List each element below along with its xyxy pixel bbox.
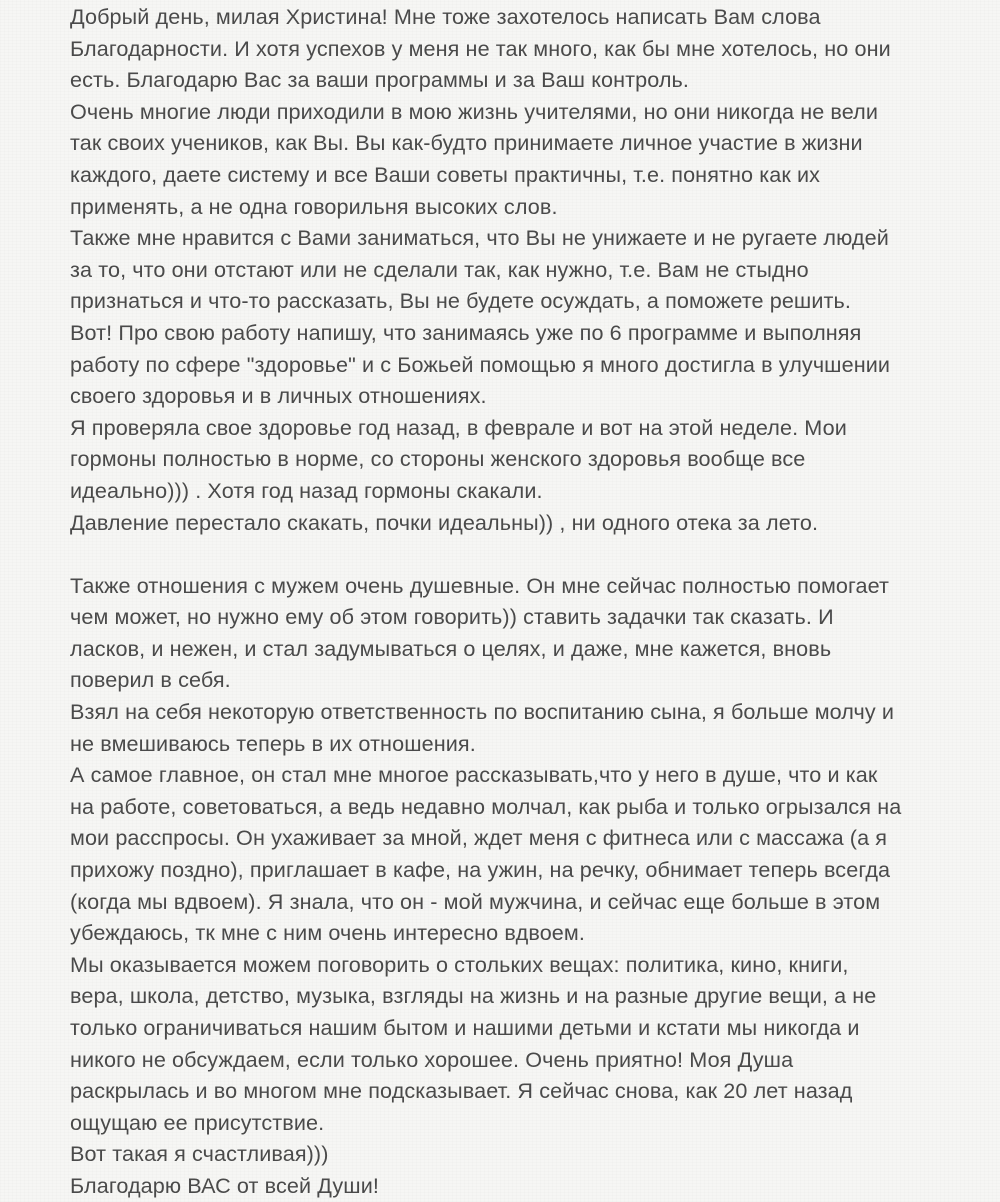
- text-line: Благодарности. И хотя успехов у меня не так много, как бы мне хотелось, но они: [70, 35, 891, 61]
- text-line: Очень многие люди приходили в мою жизнь учителями, но они никогда не вели: [70, 98, 879, 124]
- text-line: раскрылась и во многом мне подсказывает. Я сейчас снова, как 20 лет назад: [70, 1078, 853, 1104]
- text-line: своего здоровья и в личных отношениях.: [70, 383, 487, 409]
- text-line: не вмешиваюсь теперь в их отношения.: [70, 730, 476, 756]
- text-line: Также отношения с мужем очень душевные. Он мне сейчас полностью помогает: [70, 572, 890, 598]
- text-line: ласков, и нежен, и стал задумываться о целях, и даже, мне кажется, вновь: [70, 635, 832, 661]
- text-line: (когда мы вдвоем). Я знала, что он - мой мужчина, и сейчас еще больше в этом: [70, 888, 881, 914]
- text-line: убеждаюсь, тк мне с ним очень интересно вдвоем.: [70, 920, 585, 946]
- text-line: каждого, даете систему и все Ваши советы практичны, т.е. понятно как их: [70, 161, 821, 187]
- text-line: Также мне нравится с Вами заниматься, что Вы не унижаете и не ругаете людей: [70, 225, 889, 251]
- text-line: так своих учеников, как Вы. Вы как-будто принимаете личное участие в жизни: [70, 130, 863, 156]
- text-line: только ограничиваться нашим бытом и нашими детьми и кстати мы никогда и: [70, 1015, 860, 1040]
- text-line: А самое главное, он стал мне многое рассказывать,что у него в душе, что и как: [70, 762, 878, 788]
- text-line: прихожу поздно), приглашает в кафе, на ужин, на речку, обнимает теперь всегда: [70, 857, 891, 883]
- text-line: поверил в себя.: [70, 667, 231, 693]
- blank-line: [70, 538, 950, 570]
- text-line: есть. Благодарю Вас за ваши программы и за Ваш контроль.: [70, 67, 690, 93]
- text-line: мои расспросы. Он ухаживает за мной, ждет меня с фитнеса или с массажа (а я: [70, 825, 888, 851]
- text-line: Вот! Про свою работу напишу, что занимаясь уже по 6 программе и выполняя: [70, 319, 862, 345]
- text-line: Вот такая я счастливая))): [70, 1141, 329, 1167]
- text-line: гормоны полностью в норме, со стороны женского здоровья вообще все: [70, 446, 806, 472]
- text-line: Взял на себя некоторую ответственность по воспитанию сына, я больше молчу и: [70, 699, 895, 725]
- text-line: Мы оказывается можем поговорить о стольких вещах: политика, кино, книги,: [70, 951, 849, 977]
- text-line: применять, а не одна говорильня высоких слов.: [70, 193, 558, 219]
- text-line: вера, школа, детство, музыка, взгляды на жизнь и на разные другие вещи, а не: [70, 983, 877, 1009]
- text-line: никого не обсуждаем, если только хорошее. Очень приятно! Моя Душа: [70, 1046, 794, 1072]
- text-line: Благодарю ВАС от всей Души!: [70, 1172, 379, 1198]
- text-line: Добрый день, милая Христина! Мне тоже захотелось написать Вам слова: [70, 4, 821, 29]
- note-text: [70, 1, 950, 1202]
- text-line: на работе, советоваться, а ведь недавно молчал, как рыба и только огрызался на: [70, 793, 902, 819]
- text-line: ощущаю ее присутствие.: [70, 1109, 325, 1135]
- text-line: признаться и что-то рассказать, Вы не будете осуждать, а поможете решить.: [70, 288, 851, 314]
- text-line: идеально))) . Хотя год назад гормоны скакали.: [70, 477, 543, 503]
- text-line: Я проверяла свое здоровье год назад, в феврале и вот на этой неделе. Мои: [70, 414, 847, 440]
- text-line: Давление перестало скакать, почки идеальны)) , ни одного отека за лето.: [70, 509, 819, 535]
- text-line: за то, что они отстают или не сделали так, как нужно, т.е. Вам не стыдно: [70, 256, 809, 282]
- text-line: чем может, но нужно ему об этом говорить)) ставить задачки так сказать. И: [70, 604, 834, 630]
- text-line: работу по сфере "здоровье" и с Божьей помощью я много достигла в улучшении: [70, 351, 891, 377]
